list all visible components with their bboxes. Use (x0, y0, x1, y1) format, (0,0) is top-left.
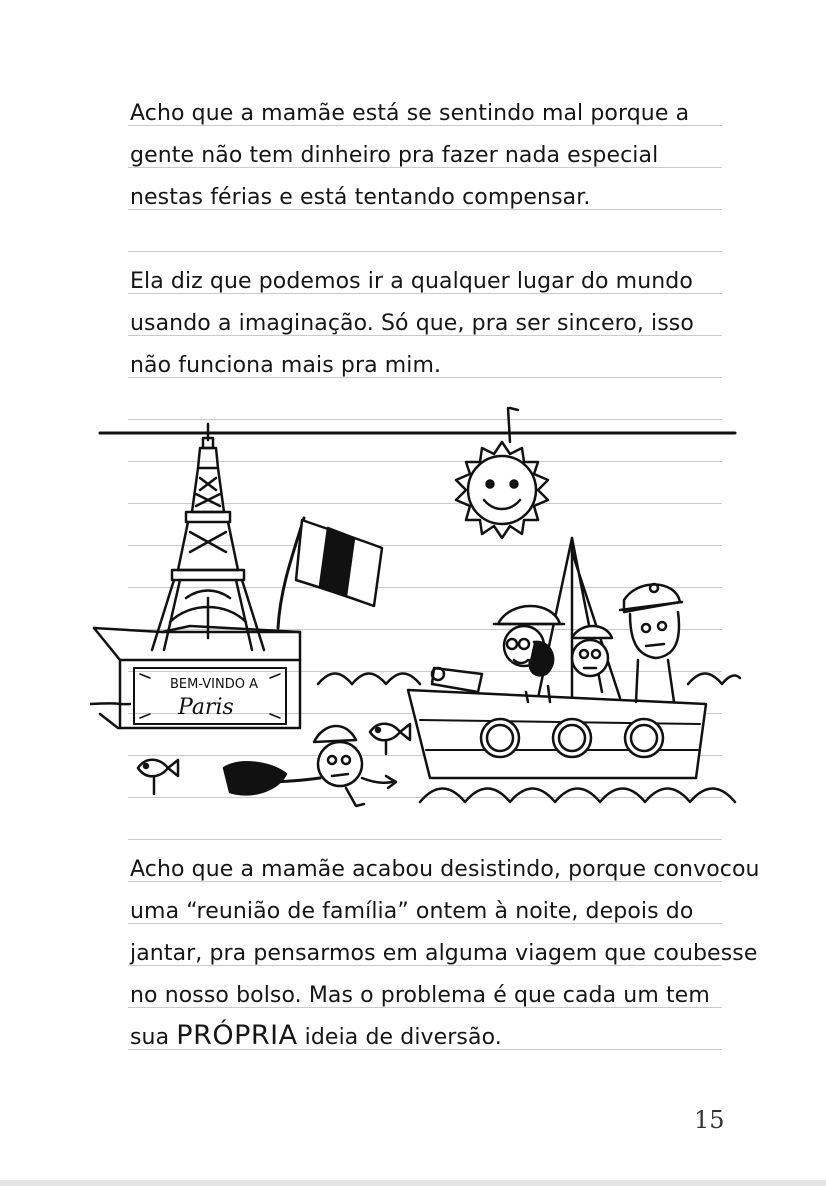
mom-sailor-figure (432, 606, 564, 702)
text-line-last (130, 1022, 502, 1052)
text-line: não funciona mais pra mim. (130, 353, 442, 378)
text-line: Ela diz que podemos ir a qualquer lugar do mundo (130, 269, 693, 294)
greg-lying-figure (224, 726, 396, 806)
text-line: gente não tem dinheiro pra fazer nada especial (130, 143, 659, 168)
ruled-line (128, 839, 722, 840)
text-segment: ideia de diversão. (297, 1025, 502, 1050)
eiffel-tower-icon (152, 424, 264, 650)
page-number: 15 (694, 1106, 725, 1134)
text-line: uma “reunião de família” ontem à noite, depois do (130, 899, 694, 924)
sign-text-city: Paris (178, 695, 234, 720)
text-line: jantar, pra pensarmos em alguma viagem que coubesse (130, 941, 758, 966)
sign-text-welcome: BEM-VINDO A (170, 677, 258, 692)
illustration-imaginary-trip (90, 402, 742, 832)
french-flag-icon (278, 518, 382, 628)
text-line: Acho que a mamãe acabou desistindo, porque convocou (130, 857, 760, 882)
text-line: usando a imaginação. Só que, pra ser sincero, isso (130, 311, 694, 336)
kid-sailor-figure (572, 626, 612, 676)
dad-captain-figure (620, 584, 682, 702)
emphasis-word: PRÓPRIA (176, 1020, 298, 1051)
text-segment: sua (130, 1025, 177, 1050)
page-bottom-edge (0, 1180, 826, 1186)
ruled-line (128, 251, 722, 252)
sun-icon (456, 408, 548, 538)
text-line: Acho que a mamãe está se sentindo mal porque a (130, 101, 690, 126)
text-line: no nosso bolso. Mas o problema é que cada um tem (130, 983, 710, 1008)
text-line: nestas férias e está tentando compensar. (130, 185, 591, 210)
